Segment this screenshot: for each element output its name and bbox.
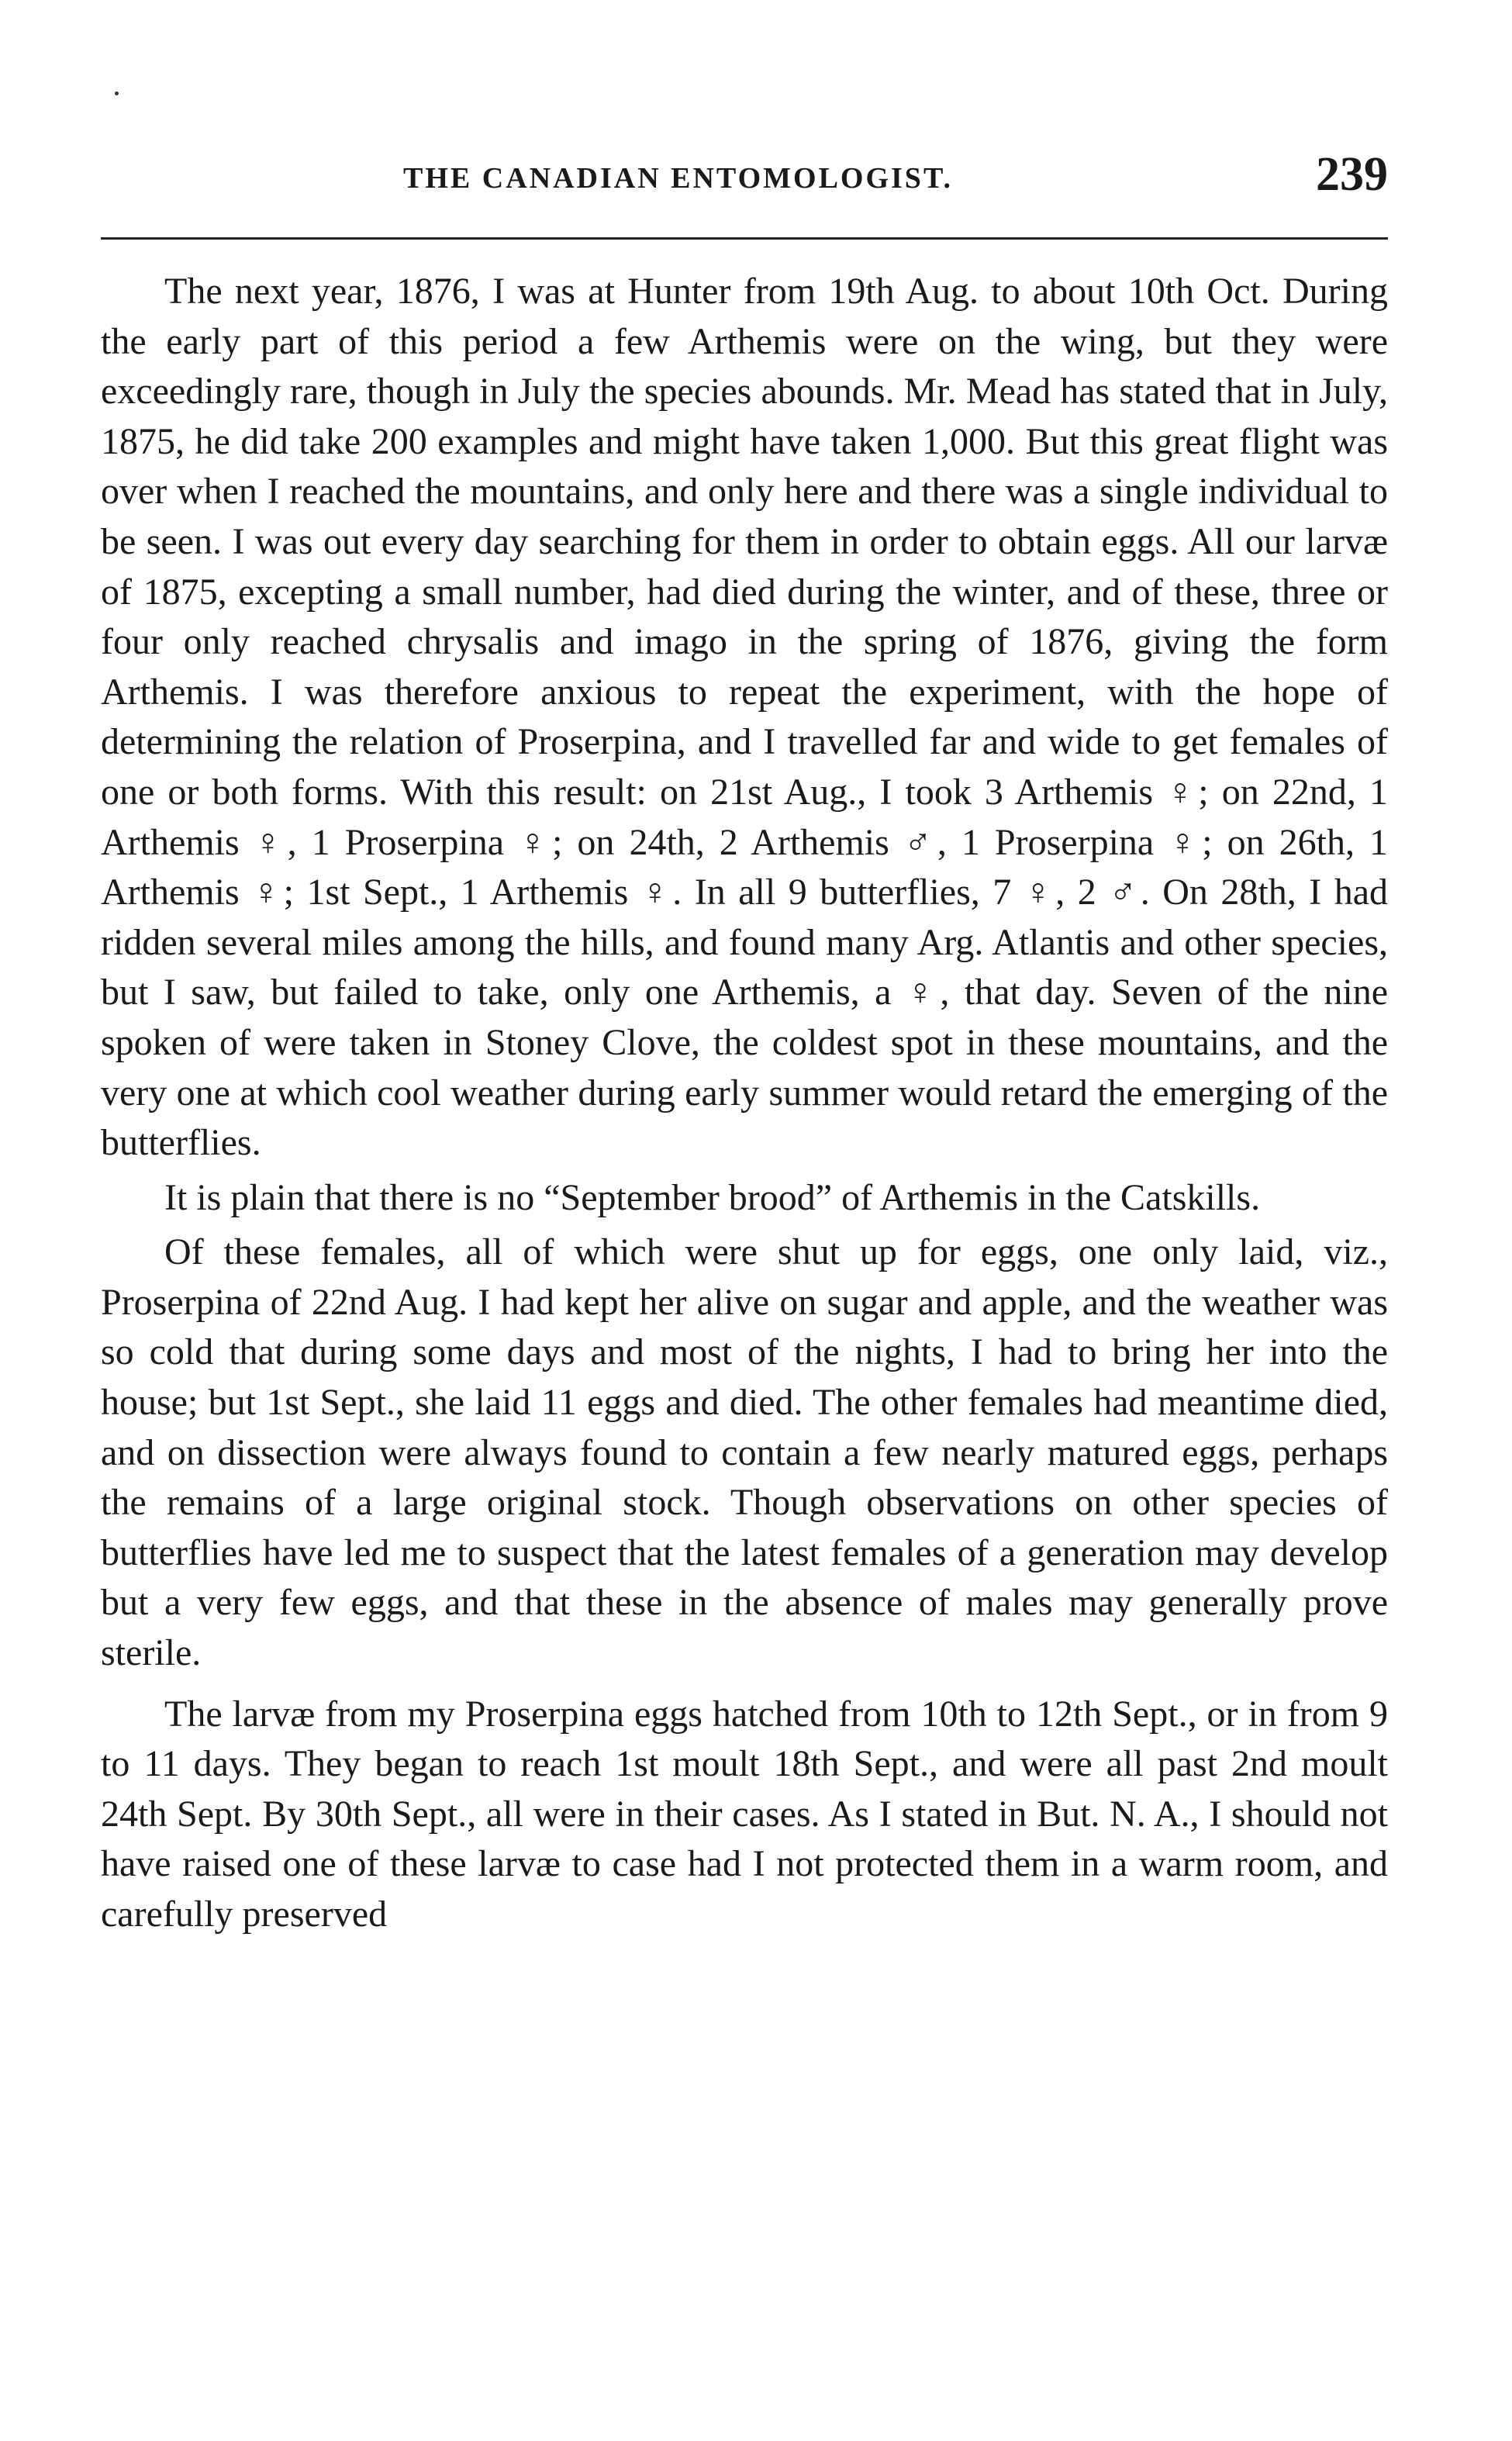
- body-text: [101, 267, 1388, 1940]
- paragraph: The next year, 1876, I was at Hunter from 19th Aug. to about 10th Oct. During the early part of this period a few Arthemis were on the wing, but they were exceedingly rare, though in July the species abounds. Mr. Mead has stated that in July, 1875, he did take 200 examples and might have taken 1,000. But this great flight was over when I reached the mountains, and only here and there was a single individual to be seen. I was out every day searching for them in order to obtain eggs. All our larvæ of 1875, excepting a small number, had died during the winter, and of these, three or four only reached chrysalis and imago in the spring of 1876, giving the form Arthemis. I was therefore anxious to repeat the experiment, with the hope of determining the relation of Proserpina, and I travelled far and wide to get females of one or both forms. With this result: on 21st Aug., I took 3 Arthemis ♀; on 22nd, 1 Arthemis ♀, 1 Proserpina ♀; on 24th, 2 Arthemis ♂, 1 Proserpina ♀; on 26th, 1 Arthemis ♀; 1st Sept., 1 Arthemis ♀. In all 9 butterflies, 7 ♀, 2 ♂. On 28th, I had ridden several miles among the hills, and found many Arg. Atlantis and other species, but I saw, but failed to take, only one Arthemis, a ♀, that day. Seven of the nine spoken of were taken in Stoney Clove, the coldest spot in these mountains, and the very one at which cool weather during early summer would retard the emerging of the butterflies.: [101, 271, 1388, 1164]
- paragraph: It is plain that there is no “September brood” of Arthemis in the Catskills.: [164, 1176, 1261, 1218]
- paragraph: The larvæ from my Proserpina eggs hatched from 10th to 12th Sept., or in from 9 to 11 days. They began to reach 1st moult 18th Sept., and were all past 2nd moult 24th Sept. By 30th Sept., all were in their cases. As I stated in But. N. A., I should not have raised one of these larvæ to case had I not protected them in a warm room, and carefully preserved: [101, 1693, 1388, 1935]
- print-speck: [115, 91, 119, 95]
- page-number: 239: [1316, 148, 1388, 201]
- running-head: THE CANADIAN ENTOMOLOGIST.: [403, 162, 953, 195]
- paragraph: Of these females, all of which were shut up for eggs, one only laid, viz., Proserpina of 22nd Aug. I had kept her alive on sugar and apple, and the weather was so cold that during some days and most of the nights, I had to bring her into the house; but 1st Sept., she laid 11 eggs and died. The other females had meantime died, and on dissection were always found to contain a few nearly matured eggs, perhaps the remains of a large original stock. Though observations on other species of butterflies have led me to suspect that the latest females of a generation may develop but a very few eggs, and that these in the absence of males may generally prove sterile.: [101, 1231, 1388, 1674]
- header-rule: [101, 237, 1388, 240]
- page-header: [101, 147, 1388, 209]
